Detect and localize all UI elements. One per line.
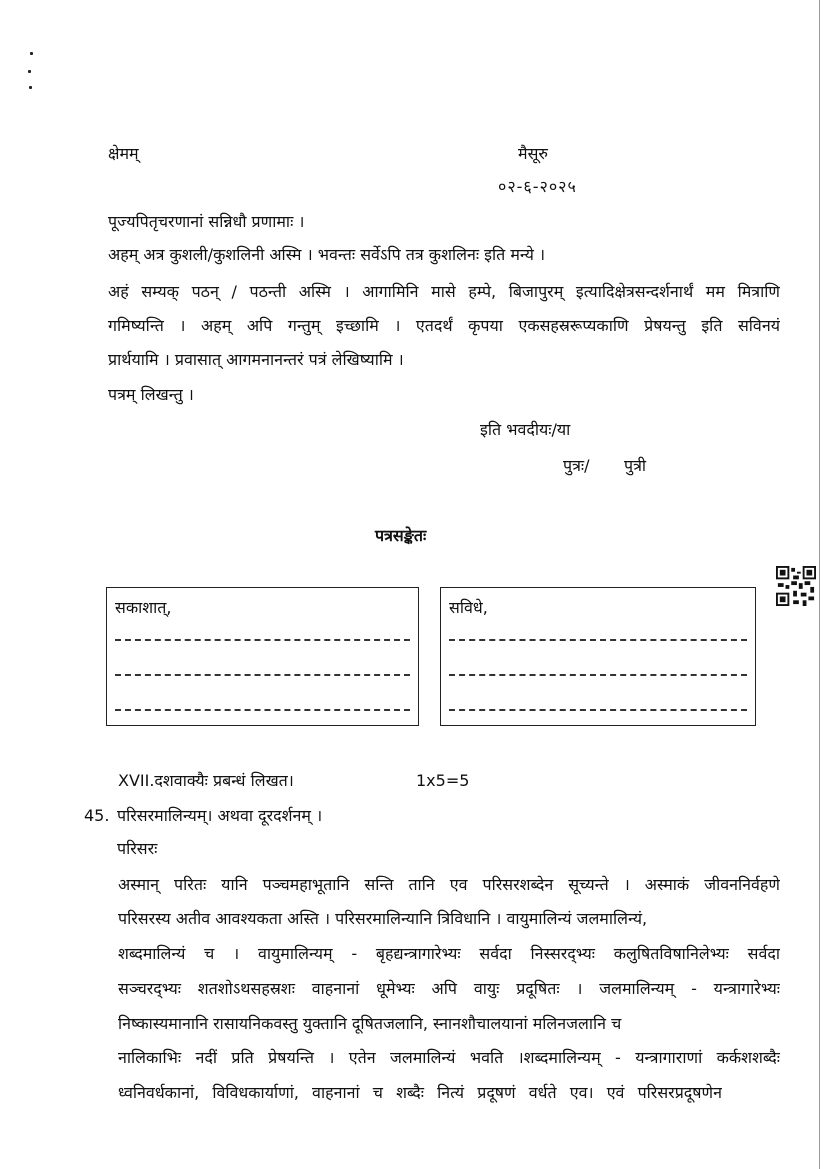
- letter-line: पत्रम् लिखन्तु ।: [108, 385, 194, 404]
- letter-greeting: पूज्यपितृचरणानां सन्निधौ प्रणामाः ।: [108, 212, 305, 231]
- letter-closing: इति भवदीयः/या: [480, 420, 571, 439]
- letter-line: अहम् अत्र कुशली/कुशलिनी अस्मि । भवन्तः सर्वेऽपि तत्र कुशलिनः इति मन्ये ।: [108, 245, 546, 264]
- scan-mark: [29, 86, 32, 89]
- essay-line: सञ्चरद्भ्यः शतशोऽथसहस्रशः वाहनानां धूमेभ्यः अपि वायुः प्रदूषितः । जलमालिन्यम् - यन्त्रागारेभ्यः: [118, 979, 780, 998]
- question-number: 45.: [84, 806, 110, 825]
- essay-line: ध्वनिवर्धकानां, विविधकार्याणां, वाहनानां च शब्दैः नित्यं प्रदूषणं वर्धते एव। एवं परिसरप्रदूषणेन: [118, 1083, 722, 1102]
- address-to-label: सविधे,: [449, 598, 488, 617]
- letter-line: प्रार्थयामि । प्रवासात् आगमनानन्तरं पत्रं लेखिष्यामि ।: [108, 350, 404, 369]
- scan-mark: [28, 70, 31, 73]
- essay-line: परिसरस्य अतीव आवश्यकता अस्ति । परिसरमालिन्यानि त्रिविधानि । वायुमालिन्यं जलमालिन्यं,: [118, 909, 648, 928]
- section-marks: 1x5=5: [416, 771, 470, 790]
- letter-place: मैसूरु: [518, 144, 548, 163]
- address-blank-line: [115, 709, 410, 711]
- qr-code-icon: [776, 566, 816, 606]
- letter-date: ०२-६-२०२५: [498, 177, 577, 196]
- essay-line: नालिकाभिः नदीं प्रति प्रेषयन्ति । एतेन जलमालिन्यं भवति ।शब्दमालिन्यम् - यन्त्रागाराणां कर्कशशब्दैः: [118, 1048, 780, 1067]
- scan-mark: [30, 52, 33, 55]
- address-blank-line: [449, 674, 747, 676]
- address-blank-line: [449, 709, 747, 711]
- address-box-to: [440, 587, 756, 726]
- essay-subheading: परिसरः: [117, 839, 158, 858]
- address-heading: पत्रसङ्केतः: [375, 526, 427, 545]
- essay-line: अस्मान् परितः यानि पञ्चमहाभूतानि सन्ति तानि एव परिसरशब्देन सूच्यन्ते । अस्माकं जीवननिर्वहणे: [118, 875, 780, 894]
- question-text: परिसरमालिन्यम्। अथवा दूरदर्शनम् ।: [117, 806, 323, 825]
- signoff-son: पुत्रः/: [563, 456, 590, 475]
- signoff-daughter: पुत्री: [624, 456, 647, 475]
- section-heading: XVII.दशवाक्यैः प्रबन्धं लिखत।: [118, 771, 294, 790]
- letter-salutation: क्षेमम्: [108, 144, 139, 163]
- address-box-from: [106, 587, 419, 726]
- essay-line: शब्दमालिन्यं च । वायुमालिन्यम् - बृहद्यन्त्रागारेभ्यः सर्वदा निस्सरद्भ्यः कलुषितविषानिलेभ्यः सर्वदा: [118, 944, 780, 963]
- letter-line: अहं सम्यक् पठन् / पठन्ती अस्मि । आगामिनि मासे हम्पे, बिजापुरम् इत्यादिक्षेत्रसन्दर्शनार्थं मम मित्राणि: [108, 282, 780, 301]
- address-blank-line: [115, 639, 410, 641]
- essay-line: निष्कास्यमानानि रासायनिकवस्तु युक्तानि दूषितजलानि, स्नानशौचालयानां मलिनजलानि च: [118, 1014, 622, 1033]
- address-from-label: सकाशात्,: [115, 598, 172, 617]
- address-blank-line: [449, 639, 747, 641]
- scan-edge: [819, 0, 820, 1169]
- address-blank-line: [115, 674, 410, 676]
- letter-line: गमिष्यन्ति । अहम् अपि गन्तुम् इच्छामि । एतदर्थं कृपया एकसहस्ररूप्यकाणि प्रेषयन्तु इति सविनयं: [108, 316, 780, 335]
